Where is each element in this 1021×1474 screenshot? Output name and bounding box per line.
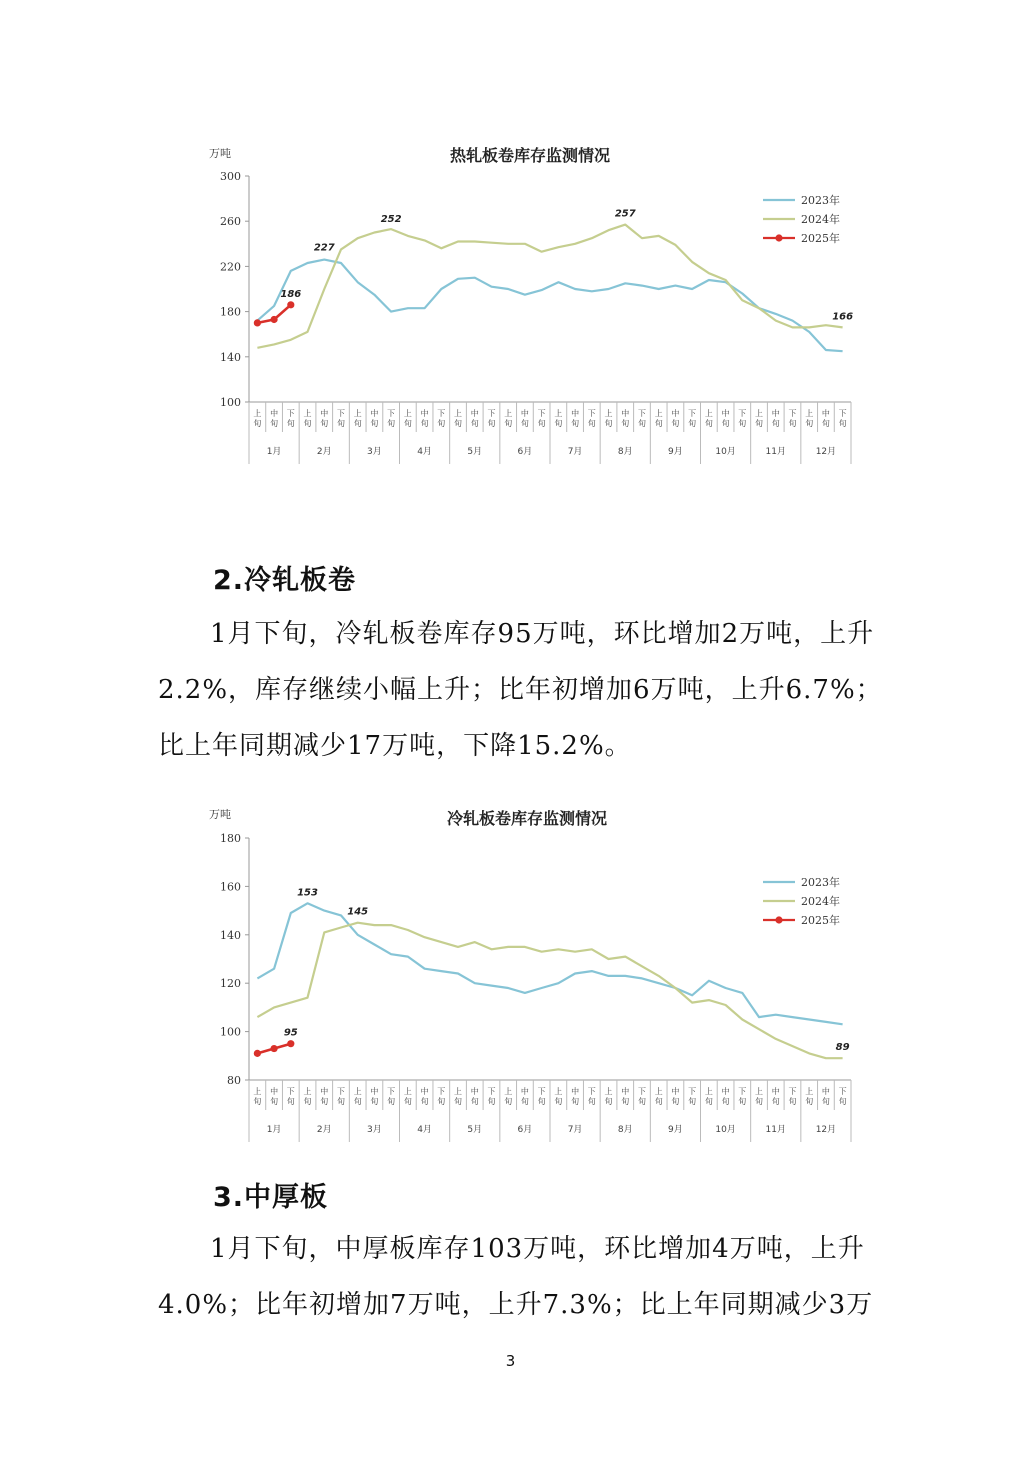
x-tick-label-dekad-top: 下: [487, 409, 496, 418]
x-tick-label-dekad-top: 下: [738, 1087, 747, 1096]
section-heading-cold-rolled: 2.冷轧板卷: [213, 565, 357, 596]
x-tick-label-dekad-bottom: 旬: [721, 1097, 730, 1106]
x-tick-label-dekad-bottom: 旬: [270, 419, 279, 428]
legend-label: 2023年: [801, 876, 840, 889]
x-tick-label-dekad-top: 下: [387, 409, 396, 418]
legend-marker: [775, 916, 782, 923]
x-tick-label-dekad-bottom: 旬: [704, 1097, 713, 1106]
x-tick-label-dekad-bottom: 旬: [821, 419, 830, 428]
x-tick-label-dekad-bottom: 旬: [671, 419, 680, 428]
x-tick-label-dekad-top: 中: [671, 1087, 680, 1096]
x-tick-label-dekad-bottom: 旬: [270, 1097, 279, 1106]
x-tick-label-dekad-bottom: 旬: [454, 419, 463, 428]
x-tick-label-dekad-top: 上: [253, 409, 262, 418]
x-tick-label-dekad-bottom: 旬: [286, 1097, 295, 1106]
series-point-2025年: [254, 319, 261, 326]
x-tick-label-dekad-bottom: 旬: [688, 419, 697, 428]
x-tick-label-dekad-top: 中: [771, 409, 780, 418]
x-tick-label-dekad-bottom: 旬: [637, 1097, 646, 1106]
series-point-2025年: [270, 1045, 277, 1052]
x-tick-label-dekad-bottom: 旬: [387, 1097, 396, 1106]
y-tick-label: 100: [220, 1025, 241, 1039]
data-label: 145: [347, 906, 369, 918]
x-tick-label-dekad-top: 上: [805, 1087, 814, 1096]
data-label: 227: [313, 242, 335, 254]
x-tick-label-dekad-bottom: 旬: [621, 419, 630, 428]
chart-title: 热轧板卷库存监测情况: [449, 146, 611, 165]
x-tick-label-dekad-top: 上: [654, 1087, 663, 1096]
x-tick-label-dekad-top: 中: [270, 409, 279, 418]
x-tick-label-dekad-top: 上: [454, 409, 463, 418]
x-month-label: 7月: [567, 1125, 583, 1135]
x-tick-label-dekad-bottom: 旬: [821, 1097, 830, 1106]
x-tick-label-dekad-bottom: 旬: [805, 419, 814, 428]
y-tick-label: 140: [220, 350, 241, 364]
x-tick-label-dekad-top: 下: [336, 1087, 345, 1096]
x-tick-label-dekad-bottom: 旬: [771, 1097, 780, 1106]
x-tick-label-dekad-top: 中: [771, 1087, 780, 1096]
x-tick-label-dekad-top: 中: [721, 1087, 730, 1096]
x-tick-label-dekad-top: 上: [454, 1087, 463, 1096]
x-tick-label-dekad-bottom: 旬: [370, 1097, 379, 1106]
series-point-2025年: [287, 1040, 294, 1047]
x-tick-label-dekad-top: 上: [504, 1087, 513, 1096]
legend-label: 2024年: [801, 895, 840, 908]
x-tick-label-dekad-bottom: 旬: [303, 419, 312, 428]
x-tick-label-dekad-bottom: 旬: [336, 1097, 345, 1106]
section-paragraph-cold-rolled: 1月下旬，冷轧板卷库存95万吨，环比增加2万吨，上升2.2%，库存继续小幅上升；比年初增加6万吨，上升6.7%；比上年同期减少17万吨，下降15.2%。: [158, 619, 883, 761]
x-tick-label-dekad-bottom: 旬: [738, 1097, 747, 1106]
x-month-label: 1月: [266, 447, 282, 457]
x-tick-label-dekad-top: 上: [604, 409, 613, 418]
x-month-label: 8月: [617, 447, 633, 457]
section-paragraph-medium-plate: 1月下旬，中厚板库存103万吨，环比增加4万吨，上升4.0%；比年初增加7万吨，上升7.3%；比上年同期减少3万: [158, 1234, 874, 1320]
x-tick-label-dekad-top: 下: [487, 1087, 496, 1096]
x-tick-label-dekad-bottom: 旬: [286, 419, 295, 428]
x-tick-label-dekad-bottom: 旬: [554, 1097, 563, 1106]
x-tick-label-dekad-top: 下: [537, 1087, 546, 1096]
data-label: 153: [297, 887, 318, 899]
x-tick-label-dekad-bottom: 旬: [520, 419, 529, 428]
x-tick-label-dekad-bottom: 旬: [420, 419, 429, 428]
x-tick-label-dekad-top: 上: [253, 1087, 262, 1096]
x-tick-label-dekad-bottom: 旬: [487, 1097, 496, 1106]
y-tick-label: 180: [220, 832, 241, 845]
x-tick-label-dekad-top: 中: [721, 409, 730, 418]
data-label: 186: [280, 288, 302, 300]
x-month-label: 6月: [517, 1125, 533, 1135]
y-tick-label: 140: [220, 928, 241, 942]
series-line-2024年: [257, 923, 842, 1058]
x-tick-label-dekad-bottom: 旬: [437, 419, 446, 428]
x-tick-label-dekad-bottom: 旬: [320, 419, 329, 428]
x-tick-label-dekad-top: 下: [587, 1087, 596, 1096]
data-label: 257: [614, 208, 636, 220]
y-tick-label: 180: [220, 305, 241, 319]
x-tick-label-dekad-top: 中: [821, 1087, 830, 1096]
y-tick-label: 100: [220, 396, 241, 409]
x-tick-label-dekad-top: 上: [504, 409, 513, 418]
x-tick-label-dekad-bottom: 旬: [721, 419, 730, 428]
legend-label: 2024年: [801, 213, 840, 226]
x-tick-label-dekad-top: 上: [704, 409, 713, 418]
x-tick-label-dekad-top: 上: [403, 1087, 412, 1096]
x-tick-label-dekad-bottom: 旬: [604, 419, 613, 428]
data-label: 95: [283, 1027, 298, 1039]
x-month-label: 9月: [668, 447, 683, 457]
legend-label: 2025年: [801, 914, 840, 927]
x-tick-label-dekad-top: 中: [370, 1087, 379, 1096]
x-tick-label-dekad-bottom: 旬: [755, 419, 764, 428]
x-tick-label-dekad-bottom: 旬: [805, 1097, 814, 1106]
x-tick-label-dekad-top: 下: [838, 1087, 847, 1096]
x-tick-label-dekad-top: 上: [353, 1087, 362, 1096]
x-tick-label-dekad-bottom: 旬: [621, 1097, 630, 1106]
data-label: 89: [835, 1042, 850, 1054]
x-tick-label-dekad-bottom: 旬: [838, 419, 847, 428]
x-tick-label-dekad-top: 下: [537, 409, 546, 418]
x-month-label: 12月: [815, 447, 837, 457]
y-axis-unit: 万吨: [209, 147, 231, 160]
hot-rolled-chart: [200, 135, 860, 475]
x-tick-label-dekad-top: 中: [420, 1087, 429, 1096]
x-tick-label-dekad-bottom: 旬: [387, 419, 396, 428]
x-tick-label-dekad-top: 下: [587, 409, 596, 418]
x-tick-label-dekad-top: 中: [370, 409, 379, 418]
x-tick-label-dekad-top: 上: [353, 409, 362, 418]
x-tick-label-dekad-bottom: 旬: [437, 1097, 446, 1106]
x-tick-label-dekad-top: 下: [788, 1087, 797, 1096]
x-tick-label-dekad-top: 中: [821, 409, 830, 418]
x-tick-label-dekad-top: 上: [654, 409, 663, 418]
x-tick-label-dekad-bottom: 旬: [554, 419, 563, 428]
x-tick-label-dekad-top: 中: [571, 409, 580, 418]
x-tick-label-dekad-bottom: 旬: [788, 1097, 797, 1106]
x-tick-label-dekad-bottom: 旬: [470, 1097, 479, 1106]
x-tick-label-dekad-bottom: 旬: [654, 419, 663, 428]
x-tick-label-dekad-top: 下: [336, 409, 345, 418]
x-month-label: 9月: [668, 1125, 683, 1135]
x-tick-label-dekad-top: 下: [688, 409, 697, 418]
x-month-label: 1月: [266, 1125, 282, 1135]
x-tick-label-dekad-top: 中: [420, 409, 429, 418]
x-tick-label-dekad-bottom: 旬: [253, 1097, 262, 1106]
x-tick-label-dekad-bottom: 旬: [571, 1097, 580, 1106]
x-tick-label-dekad-bottom: 旬: [454, 1097, 463, 1106]
x-tick-label-dekad-bottom: 旬: [403, 419, 412, 428]
x-tick-label-dekad-bottom: 旬: [504, 1097, 513, 1106]
x-month-label: 7月: [567, 447, 583, 457]
x-tick-label-dekad-bottom: 旬: [738, 419, 747, 428]
y-tick-label: 220: [220, 260, 241, 274]
legend-label: 2023年: [801, 194, 840, 207]
x-tick-label-dekad-bottom: 旬: [704, 419, 713, 428]
x-tick-label-dekad-bottom: 旬: [838, 1097, 847, 1106]
x-tick-label-dekad-bottom: 旬: [571, 419, 580, 428]
series-point-2025年: [254, 1050, 261, 1057]
x-tick-label-dekad-bottom: 旬: [320, 1097, 329, 1106]
x-tick-label-dekad-bottom: 旬: [403, 1097, 412, 1106]
series-point-2025年: [270, 316, 277, 323]
x-month-label: 6月: [517, 447, 533, 457]
x-month-label: 3月: [367, 447, 382, 457]
x-tick-label-dekad-top: 下: [437, 409, 446, 418]
page-number: 3: [505, 1352, 516, 1370]
x-tick-label-dekad-top: 下: [688, 1087, 697, 1096]
x-month-label: 4月: [417, 447, 432, 457]
x-tick-label-dekad-bottom: 旬: [470, 419, 479, 428]
x-tick-label-dekad-bottom: 旬: [520, 1097, 529, 1106]
x-tick-label-dekad-top: 下: [838, 409, 847, 418]
x-tick-label-dekad-top: 上: [604, 1087, 613, 1096]
x-month-label: 5月: [467, 1125, 483, 1135]
x-tick-label-dekad-top: 上: [755, 1087, 764, 1096]
x-tick-label-dekad-bottom: 旬: [253, 419, 262, 428]
x-month-label: 8月: [617, 1125, 633, 1135]
x-tick-label-dekad-top: 中: [320, 1087, 329, 1096]
x-tick-label-dekad-bottom: 旬: [755, 1097, 764, 1106]
y-tick-label: 300: [220, 170, 241, 183]
x-month-label: 10月: [715, 1125, 736, 1135]
x-tick-label-dekad-top: 中: [470, 1087, 479, 1096]
x-month-label: 4月: [417, 1125, 432, 1135]
x-tick-label-dekad-top: 中: [270, 1087, 279, 1096]
x-tick-label-dekad-top: 下: [788, 409, 797, 418]
y-tick-label: 120: [220, 977, 241, 991]
hot-rolled-chart-svg: [200, 135, 860, 475]
x-tick-label-dekad-bottom: 旬: [654, 1097, 663, 1106]
x-tick-label-dekad-top: 上: [755, 409, 764, 418]
x-tick-label-dekad-bottom: 旬: [353, 419, 362, 428]
x-tick-label-dekad-top: 中: [520, 1087, 529, 1096]
legend-marker: [775, 234, 782, 241]
x-month-label: 2月: [316, 447, 332, 457]
x-tick-label-dekad-top: 中: [621, 1087, 630, 1096]
x-tick-label-dekad-top: 中: [470, 409, 479, 418]
x-tick-label-dekad-top: 下: [738, 409, 747, 418]
legend-label: 2025年: [801, 232, 840, 245]
x-month-label: 12月: [815, 1125, 837, 1135]
x-tick-label-dekad-bottom: 旬: [537, 419, 546, 428]
x-month-label: 10月: [715, 447, 736, 457]
x-tick-label-dekad-bottom: 旬: [587, 1097, 596, 1106]
x-tick-label-dekad-top: 上: [403, 409, 412, 418]
x-tick-label-dekad-top: 下: [387, 1087, 396, 1096]
cold-rolled-chart: [200, 800, 860, 1145]
x-tick-label-dekad-bottom: 旬: [487, 419, 496, 428]
x-tick-label-dekad-top: 上: [554, 409, 563, 418]
series-line-2023年: [257, 903, 842, 1024]
x-tick-label-dekad-bottom: 旬: [587, 419, 596, 428]
x-tick-label-dekad-top: 上: [303, 1087, 312, 1096]
x-tick-label-dekad-top: 下: [437, 1087, 446, 1096]
x-tick-label-dekad-top: 上: [704, 1087, 713, 1096]
x-tick-label-dekad-bottom: 旬: [420, 1097, 429, 1106]
x-tick-label-dekad-bottom: 旬: [771, 419, 780, 428]
x-tick-label-dekad-top: 下: [637, 409, 646, 418]
section-heading-medium-plate: 3.中厚板: [213, 1182, 329, 1213]
y-axis-unit: 万吨: [209, 808, 231, 821]
x-tick-label-dekad-bottom: 旬: [370, 419, 379, 428]
x-tick-label-dekad-bottom: 旬: [537, 1097, 546, 1106]
x-tick-label-dekad-top: 中: [520, 409, 529, 418]
y-tick-label: 160: [220, 880, 241, 894]
cold-rolled-chart-svg: [200, 800, 860, 1145]
x-tick-label-dekad-bottom: 旬: [604, 1097, 613, 1106]
x-tick-label-dekad-top: 中: [621, 409, 630, 418]
chart-title: 冷轧板卷库存监测情况: [446, 809, 608, 828]
x-tick-label-dekad-top: 中: [571, 1087, 580, 1096]
x-tick-label-dekad-top: 中: [671, 409, 680, 418]
series-point-2025年: [287, 301, 294, 308]
x-month-label: 11月: [765, 447, 786, 457]
x-tick-label-dekad-top: 上: [303, 409, 312, 418]
y-tick-label: 260: [220, 215, 241, 229]
x-month-label: 5月: [467, 447, 483, 457]
x-tick-label-dekad-top: 中: [320, 409, 329, 418]
x-tick-label-dekad-bottom: 旬: [336, 419, 345, 428]
x-tick-label-dekad-bottom: 旬: [688, 1097, 697, 1106]
x-tick-label-dekad-bottom: 旬: [788, 419, 797, 428]
data-label: 252: [380, 214, 402, 226]
x-tick-label-dekad-top: 下: [637, 1087, 646, 1096]
x-tick-label-dekad-bottom: 旬: [353, 1097, 362, 1106]
y-tick-label: 80: [227, 1074, 241, 1087]
x-tick-label-dekad-top: 上: [805, 409, 814, 418]
x-tick-label-dekad-top: 上: [554, 1087, 563, 1096]
x-tick-label-dekad-bottom: 旬: [303, 1097, 312, 1106]
x-month-label: 11月: [765, 1125, 786, 1135]
x-tick-label-dekad-bottom: 旬: [637, 419, 646, 428]
x-month-label: 3月: [367, 1125, 382, 1135]
x-tick-label-dekad-top: 下: [286, 409, 295, 418]
x-tick-label-dekad-bottom: 旬: [504, 419, 513, 428]
x-month-label: 2月: [316, 1125, 332, 1135]
data-label: 166: [832, 311, 854, 323]
x-tick-label-dekad-bottom: 旬: [671, 1097, 680, 1106]
x-tick-label-dekad-top: 下: [286, 1087, 295, 1096]
